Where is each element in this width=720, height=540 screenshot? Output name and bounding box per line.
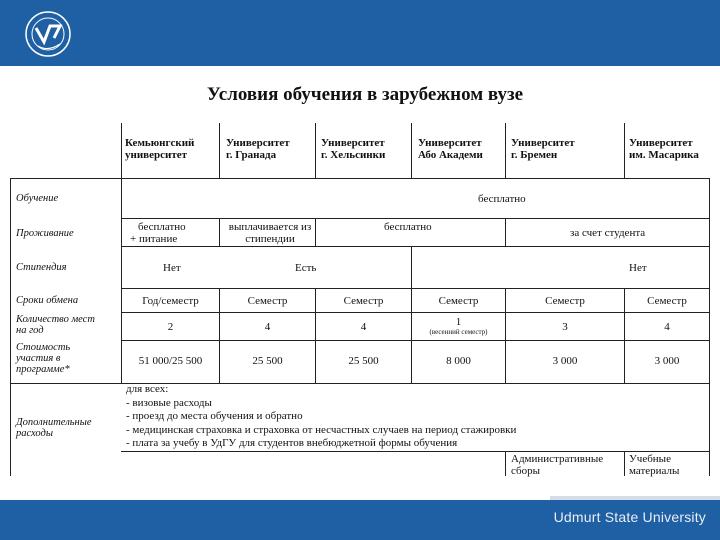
grid-line [10, 178, 11, 476]
col-header-1: Кемьюнгский университет [125, 137, 195, 161]
col-header-6: Университет им. Масарика [629, 137, 699, 161]
cell-prozhivanie-3: бесплатно [384, 221, 432, 233]
cell-stoimost-3: 25 500 [348, 355, 379, 367]
grid-line [121, 218, 710, 219]
col-header-5: Университет г. Бремен [511, 137, 575, 161]
row-label-stoimost: Стоимость участия в программе* [16, 342, 71, 375]
col-header-2: Университет г. Гранада [226, 137, 290, 161]
col-header-4: Университет Або Академи [418, 137, 483, 161]
grid-line [709, 178, 710, 476]
page-title: Условия обучения в зарубежном вузе [206, 84, 524, 105]
grid-line [411, 123, 412, 178]
cell-stipendiya-2: Есть [295, 262, 317, 274]
row-label-kolichestvo: Количество мест на год [16, 314, 95, 336]
cell-dopolnitelnye-extra-1: Административные сборы [511, 453, 604, 477]
row-label-prozhivanie: Проживание [16, 228, 74, 239]
cell-obuchenie: бесплатно [478, 193, 526, 205]
grid-line [315, 123, 316, 178]
grid-line [10, 178, 710, 179]
row-label-stipendiya: Стипендия [16, 262, 67, 273]
cell-kolichestvo-3: 4 [360, 321, 367, 333]
grid-line [411, 247, 412, 288]
cell-stoimost-6: 3 000 [654, 355, 680, 367]
grid-line [121, 451, 710, 452]
cell-kolichestvo-4: 1 [455, 316, 462, 328]
cell-sroki-3: Семестр [343, 295, 384, 307]
cell-kolichestvo-note: (весенний семестр) [429, 328, 488, 336]
cell-prozhivanie-2: выплачивается из стипендии [228, 221, 312, 245]
grid-line [505, 451, 506, 476]
cell-stoimost-5: 3 000 [552, 355, 578, 367]
cell-sroki-6: Семестр [647, 295, 687, 307]
cell-prozhivanie-4: за счет студента [570, 227, 646, 239]
cell-stipendiya-3: Нет [629, 262, 647, 274]
grid-line [624, 123, 625, 178]
grid-line [505, 219, 506, 246]
row-label-sroki: Сроки обмена [16, 295, 79, 306]
row-label-obuchenie: Обучение [16, 193, 59, 204]
cell-prozhivanie-1: бесплатно + питание [130, 221, 186, 245]
grid-line [121, 123, 122, 178]
cell-dopolnitelnye-extra-2: Учебные материалы [629, 453, 680, 477]
cell-kolichestvo-2: 4 [264, 321, 271, 333]
grid-line [505, 123, 506, 178]
cell-kolichestvo-1: 2 [167, 321, 174, 333]
grid-line [121, 288, 710, 289]
col-header-3: Университет г. Хельсинки [321, 137, 386, 161]
cell-sroki-1: Год/семестр [142, 295, 199, 307]
grid-line [121, 246, 710, 247]
cell-stoimost-1: 51 000/25 500 [138, 355, 203, 367]
cell-stoimost-4: 8 000 [446, 355, 471, 367]
cell-sroki-2: Семестр [247, 295, 288, 307]
grid-line [219, 123, 220, 178]
cell-stoimost-2: 25 500 [252, 355, 283, 367]
header-bar [0, 0, 720, 66]
university-logo-icon [20, 8, 80, 60]
grid-line [219, 219, 220, 246]
grid-line [121, 312, 710, 313]
cell-dopolnitelnye-list: для всех: - визовые расходы - проезд до места обучения и обратно - медицинская страховка и страховка от несчастных случаев на период стажировки - плата за учебу в УдГУ для студентов внебюджетной формы обучения [126, 383, 517, 449]
cell-stipendiya-1: Нет [163, 262, 181, 274]
cell-kolichestvo-5: 3 [562, 321, 568, 333]
grid-line [121, 340, 710, 341]
cell-kolichestvo-6: 4 [664, 321, 670, 333]
cell-sroki-5: Семестр [545, 295, 585, 307]
grid-line [624, 451, 625, 476]
cell-sroki-4: Семестр [438, 295, 479, 307]
footer-university-name: Udmurt State University [553, 509, 706, 525]
grid-line [121, 178, 122, 383]
row-label-dopolnitelnye: Дополнительные расходы [16, 417, 92, 439]
